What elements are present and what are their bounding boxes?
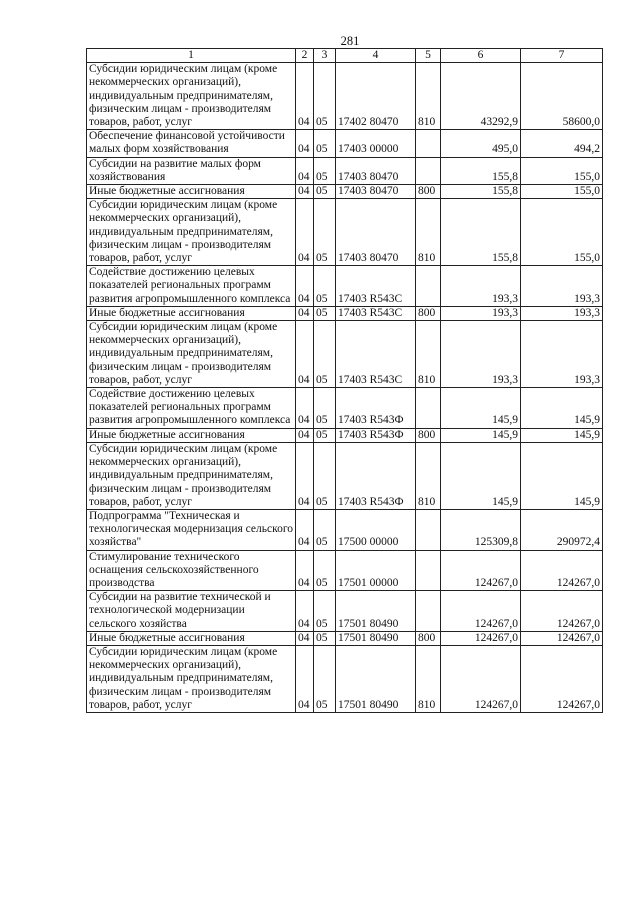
- row-target-article: 17403 00000: [336, 130, 416, 157]
- row-target-article: 17501 80490: [336, 645, 416, 712]
- row-amount-col6: 124267,0: [441, 591, 521, 632]
- row-section: 04: [296, 442, 314, 509]
- row-target-article: 17501 00000: [336, 550, 416, 591]
- row-subsection: 05: [314, 199, 336, 266]
- table-row: [87, 591, 603, 632]
- row-target-article: 17403 80470: [336, 185, 416, 199]
- row-amount-col7: 124267,0: [521, 631, 603, 645]
- table-row: [87, 321, 603, 388]
- row-section: 04: [296, 645, 314, 712]
- row-amount-col7: 124267,0: [521, 645, 603, 712]
- row-amount-col7: 193,3: [521, 306, 603, 320]
- table-row: [87, 266, 603, 307]
- row-target-article: 17403 R543C: [336, 321, 416, 388]
- row-subsection: 05: [314, 388, 336, 429]
- row-expense-type: [416, 157, 441, 184]
- header-col-3: 3: [314, 49, 336, 63]
- row-section: 04: [296, 631, 314, 645]
- table-row: [87, 442, 603, 509]
- row-target-article: 17501 80490: [336, 631, 416, 645]
- row-amount-col6: 43292,9: [441, 63, 521, 130]
- row-expense-type: 800: [416, 185, 441, 199]
- row-amount-col6: 193,3: [441, 266, 521, 307]
- row-target-article: 17402 80470: [336, 63, 416, 130]
- row-amount-col7: 145,9: [521, 442, 603, 509]
- header-col-4: 4: [336, 49, 416, 63]
- row-subsection: 05: [314, 591, 336, 632]
- row-name: Иные бюджетные ассигнования: [87, 631, 296, 645]
- row-name: Субсидии на развитие малых форм хозяйствования: [87, 157, 296, 184]
- row-amount-col6: 145,9: [441, 388, 521, 429]
- row-subsection: 05: [314, 645, 336, 712]
- row-section: 04: [296, 63, 314, 130]
- row-expense-type: 800: [416, 631, 441, 645]
- row-section: 04: [296, 321, 314, 388]
- row-amount-col6: 495,0: [441, 130, 521, 157]
- row-section: 04: [296, 157, 314, 184]
- row-subsection: 05: [314, 130, 336, 157]
- row-amount-col7: 155,0: [521, 157, 603, 184]
- row-expense-type: 810: [416, 63, 441, 130]
- row-name: Подпрограмма "Техническая и технологическая модернизация сельского хозяйства": [87, 509, 296, 550]
- table-row: [87, 645, 603, 712]
- row-expense-type: [416, 591, 441, 632]
- row-subsection: 05: [314, 442, 336, 509]
- row-expense-type: 800: [416, 428, 441, 442]
- row-name: Субсидии юридическим лицам (кроме некоммерческих организаций), индивидуальным предпринимателям, физическим лицам - производителям товаров, работ, услуг: [87, 442, 296, 509]
- row-name: Субсидии юридическим лицам (кроме некоммерческих организаций), индивидуальным предпринимателям, физическим лицам - производителям товаров, работ, услуг: [87, 645, 296, 712]
- row-subsection: 05: [314, 631, 336, 645]
- row-amount-col6: 155,8: [441, 185, 521, 199]
- table-row: [87, 157, 603, 184]
- row-amount-col7: 124267,0: [521, 591, 603, 632]
- row-name: Содействие достижению целевых показателей региональных программ развития агропромышленного комплекса: [87, 388, 296, 429]
- row-amount-col7: 145,9: [521, 428, 603, 442]
- row-amount-col7: 155,0: [521, 185, 603, 199]
- row-amount-col6: 124267,0: [441, 550, 521, 591]
- row-subsection: 05: [314, 428, 336, 442]
- row-amount-col7: 124267,0: [521, 550, 603, 591]
- row-name: Субсидии юридическим лицам (кроме некоммерческих организаций), индивидуальным предпринимателям, физическим лицам - производителям товаров, работ, услуг: [87, 321, 296, 388]
- table-row: [87, 130, 603, 157]
- row-expense-type: [416, 266, 441, 307]
- row-section: 04: [296, 185, 314, 199]
- row-subsection: 05: [314, 509, 336, 550]
- header-col-6: 6: [441, 49, 521, 63]
- row-target-article: 17403 R543Ф: [336, 442, 416, 509]
- row-section: 04: [296, 199, 314, 266]
- table-row: [87, 509, 603, 550]
- row-amount-col6: 193,3: [441, 321, 521, 388]
- row-amount-col6: 155,8: [441, 199, 521, 266]
- table-row: [87, 388, 603, 429]
- row-subsection: 05: [314, 266, 336, 307]
- row-section: 04: [296, 428, 314, 442]
- header-row: [87, 49, 603, 63]
- row-subsection: 05: [314, 306, 336, 320]
- row-amount-col7: 494,2: [521, 130, 603, 157]
- table-row: [87, 306, 603, 320]
- row-target-article: 17403 80470: [336, 199, 416, 266]
- row-name: Содействие достижению целевых показателей региональных программ развития агропромышленного комплекса: [87, 266, 296, 307]
- row-target-article: 17403 R543Ф: [336, 428, 416, 442]
- row-target-article: 17501 80490: [336, 591, 416, 632]
- table-row: [87, 185, 603, 199]
- row-amount-col6: 124267,0: [441, 645, 521, 712]
- row-name: Стимулирование технического оснащения сельскохозяйственного производства: [87, 550, 296, 591]
- row-subsection: 05: [314, 157, 336, 184]
- header-col-5: 5: [416, 49, 441, 63]
- row-section: 04: [296, 306, 314, 320]
- table-row: [87, 631, 603, 645]
- row-section: 04: [296, 266, 314, 307]
- row-name: Иные бюджетные ассигнования: [87, 185, 296, 199]
- row-amount-col7: 145,9: [521, 388, 603, 429]
- row-subsection: 05: [314, 321, 336, 388]
- row-expense-type: 800: [416, 306, 441, 320]
- row-target-article: 17403 R543C: [336, 266, 416, 307]
- row-name: Обеспечение финансовой устойчивости малых форм хозяйствования: [87, 130, 296, 157]
- row-section: 04: [296, 509, 314, 550]
- row-target-article: 17403 R543Ф: [336, 388, 416, 429]
- row-target-article: 17500 00000: [336, 509, 416, 550]
- row-amount-col7: 155,0: [521, 199, 603, 266]
- header-col-2: 2: [296, 49, 314, 63]
- row-amount-col6: 125309,8: [441, 509, 521, 550]
- row-name: Субсидии юридическим лицам (кроме некоммерческих организаций), индивидуальным предпринимателям, физическим лицам - производителям товаров, работ, услуг: [87, 63, 296, 130]
- row-expense-type: [416, 550, 441, 591]
- row-amount-col7: 193,3: [521, 321, 603, 388]
- row-amount-col6: 155,8: [441, 157, 521, 184]
- row-amount-col6: 145,9: [441, 428, 521, 442]
- table-row: [87, 199, 603, 266]
- row-subsection: 05: [314, 185, 336, 199]
- table-row: [87, 63, 603, 130]
- row-name: Иные бюджетные ассигнования: [87, 428, 296, 442]
- header-col-7: 7: [521, 49, 603, 63]
- table-row: [87, 550, 603, 591]
- row-expense-type: 810: [416, 645, 441, 712]
- row-section: 04: [296, 550, 314, 591]
- row-expense-type: 810: [416, 199, 441, 266]
- row-amount-col6: 145,9: [441, 442, 521, 509]
- row-expense-type: [416, 509, 441, 550]
- row-expense-type: [416, 130, 441, 157]
- page-number: 281: [340, 34, 360, 48]
- row-subsection: 05: [314, 550, 336, 591]
- row-amount-col7: 58600,0: [521, 63, 603, 130]
- row-section: 04: [296, 591, 314, 632]
- row-section: 04: [296, 388, 314, 429]
- row-subsection: 05: [314, 63, 336, 130]
- row-name: Иные бюджетные ассигнования: [87, 306, 296, 320]
- row-section: 04: [296, 130, 314, 157]
- row-amount-col7: 290972,4: [521, 509, 603, 550]
- row-name: Субсидии на развитие технической и технологической модернизации сельского хозяйства: [87, 591, 296, 632]
- row-amount-col6: 193,3: [441, 306, 521, 320]
- row-amount-col6: 124267,0: [441, 631, 521, 645]
- row-expense-type: 810: [416, 442, 441, 509]
- budget-table: [86, 48, 603, 713]
- table-row: [87, 428, 603, 442]
- row-target-article: 17403 R543C: [336, 306, 416, 320]
- row-amount-col7: 193,3: [521, 266, 603, 307]
- row-expense-type: [416, 388, 441, 429]
- row-name: Субсидии юридическим лицам (кроме некоммерческих организаций), индивидуальным предпринимателям, физическим лицам - производителям товаров, работ, услуг: [87, 199, 296, 266]
- row-expense-type: 810: [416, 321, 441, 388]
- row-target-article: 17403 80470: [336, 157, 416, 184]
- header-col-1: 1: [87, 49, 296, 63]
